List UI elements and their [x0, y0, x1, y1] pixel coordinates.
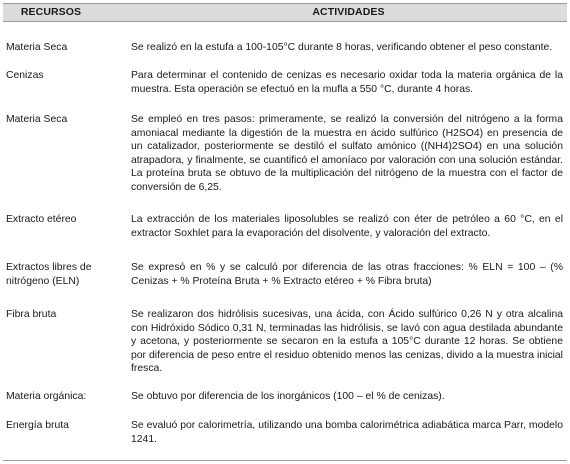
header-recursos: RECURSOS [20, 6, 82, 18]
table-bottom-rule [3, 460, 567, 461]
activity-cell: Para determinar el contenido de cenizas es necesario oxidar toda la materia orgánica de la muestra. Esta operación se efectuó en la mufla a 550 °C, durante 4 horas. [131, 70, 563, 95]
resource-cell: Extracto etéreo [6, 214, 77, 225]
header-actividades: ACTIVIDADES [312, 6, 385, 18]
resource-cell: Materia orgánica: [6, 391, 87, 402]
resource-cell: Fibra bruta [6, 309, 57, 320]
analysis-methods-table [3, 3, 567, 461]
activity-cell: Se expresó en % y se calculó por diferencia de las otras fracciones: % ELN = 100 – (% Cenizas + % Proteína Bruta + % Extracto etéreo + % Fibra bruta) [131, 262, 563, 287]
resource-cell: Extractos libres de nitrógeno (ELN) [6, 262, 92, 287]
resource-cell: Cenizas [6, 70, 44, 81]
activity-cell: Se evaluó por calorimetría, utilizando una bomba calorimétrica adiabática marca Parr, modelo 1241. [131, 420, 563, 445]
table-header [3, 3, 567, 22]
activity-cell: Se realizaron dos hidrólisis sucesivas, una ácida, con Ácido sulfúrico 0,26 N y otra alcalina con Hidróxido Sódico 0,31 N, terminadas las hidrólisis, se lavó con agua destilada abundante y acetona, y posteriormente se secaron en la estufa a 105°C durante 12 horas. Se obtiene por diferencia de peso entre el residuo obtenido menos las cenizas, divido a la muestra inicial fresca. [131, 309, 563, 374]
resource-cell: Energía bruta [6, 420, 69, 431]
activity-cell: Se realizó en la estufa a 100-105°C durante 8 horas, verificando obtener el peso constante. [131, 42, 553, 53]
activity-cell: Se empleó en tres pasos: primeramente, se realizó la conversión del nitrógeno a la forma amoniacal mediante la digestión de la muestra en ácido sulfúrico (H2SO4) en presencia de un catalizador, posteriormente se destiló el sulfato amónico ((NH4)2SO4) en una solución atrapadora, y finalmente, se cuantificó el amoníaco por valoración con una solución estándar. La proteína bruta se obtuvo de la multiplicación del nitrógeno de la muestra con el factor de conversión de 6,25. [131, 114, 563, 193]
resource-cell: Materia Seca [6, 114, 68, 125]
activity-cell: La extracción de los materiales liposolubles se realizó con éter de petróleo a 60 °C, en el extractor Soxhlet para la evaporación del disolvente, y valoración del extracto. [131, 214, 563, 239]
resource-cell: Materia Seca [6, 42, 68, 53]
activity-cell: Se obtuvo por diferencia de los inorgánicos (100 – el % de cenizas). [131, 391, 445, 402]
